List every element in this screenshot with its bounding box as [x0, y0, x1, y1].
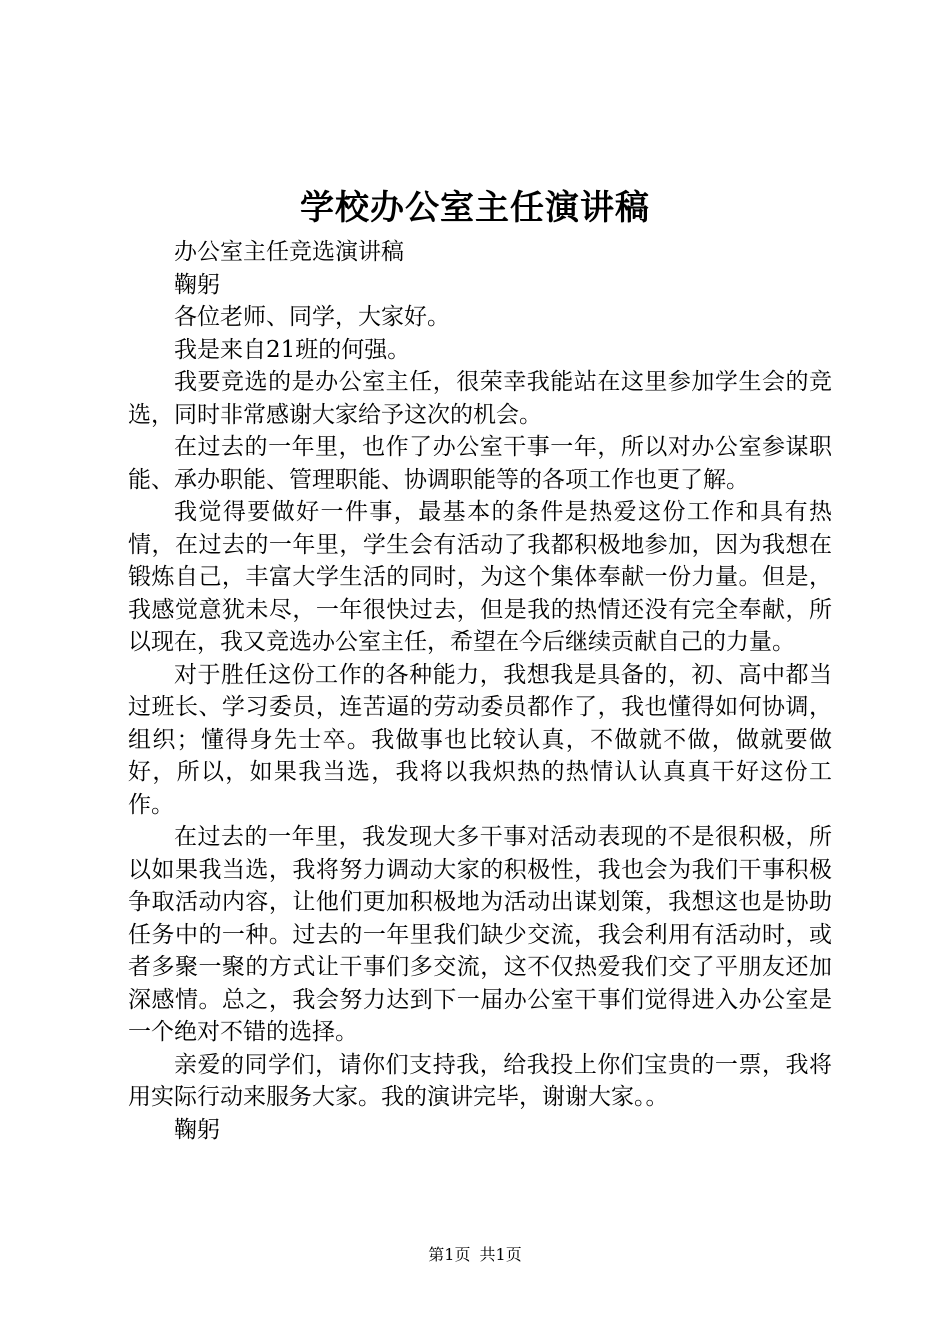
- document-body: [128, 236, 832, 1146]
- paragraph-final-bow: 鞠躬: [174, 1116, 220, 1143]
- page-footer: [0, 1244, 950, 1266]
- paragraph-candidacy: 我要竞选的是办公室主任，很荣幸我能站在这里参加学生会的竞选，同时非常感谢大家给予这次的机会。: [128, 369, 832, 428]
- paragraph-experience: 在过去的一年里，也作了办公室干事一年，所以对办公室参谋职能、承办职能、管理职能、协调职能等的各项工作也更了解。: [128, 434, 832, 493]
- paragraph-bow: 鞠躬: [174, 271, 220, 298]
- paragraph-subtitle: 办公室主任竞选演讲稿: [174, 239, 404, 265]
- page-number: 第1页: [428, 1245, 471, 1264]
- paragraph-passion: 我觉得要做好一件事，最基本的条件是热爱这份工作和具有热情，在过去的一年里，学生会有活动了我都积极地参加，因为我想在锻炼自己，丰富大学生活的同时，为这个集体奉献一份力量。但是，我感觉意犹未尽，一年很快过去，但是我的热情还没有完全奉献，所以现在，我又竞选办公室主任，希望在今后继续贡献自己的力量。: [128, 499, 832, 655]
- paragraph-introduction: 我是来自21班的何强。: [174, 336, 411, 363]
- paragraph-abilities: 对于胜任这份工作的各种能力，我想我是具备的，初、高中都当过班长、学习委员，连苦逼的劳动委员都作了，我也懂得如何协调，组织；懂得身先士卒。我做事也比较认真，不做就不做，做就要做好，所以，如果我当选，我将以我炽热的热情认认真真干好这份工作。: [128, 661, 832, 818]
- paragraph-plans: 在过去的一年里，我发现大多干事对活动表现的不是很积极，所以如果我当选，我将努力调动大家的积极性，我也会为我们干事积极争取活动内容，让他们更加积极地为活动出谋划策，我想这也是协助任务中的一种。过去的一年里我们缺少交流，我会利用有活动时，或者多聚一聚的方式让干事们多交流，这不仅热爱我们交了平朋友还加深感情。总之，我会努力达到下一届办公室干事们觉得进入办公室是一个绝对不错的选择。: [128, 824, 832, 1045]
- paragraph-closing: 亲爱的同学们，请你们支持我，给我投上你们宝贵的一票，我将用实际行动来服务大家。我的演讲完毕，谢谢大家。。: [128, 1051, 832, 1110]
- page-total: 共1页: [479, 1245, 522, 1264]
- document-title: 学校办公室主任演讲稿: [300, 188, 650, 228]
- paragraph-greeting: 各位老师、同学，大家好。: [174, 304, 450, 330]
